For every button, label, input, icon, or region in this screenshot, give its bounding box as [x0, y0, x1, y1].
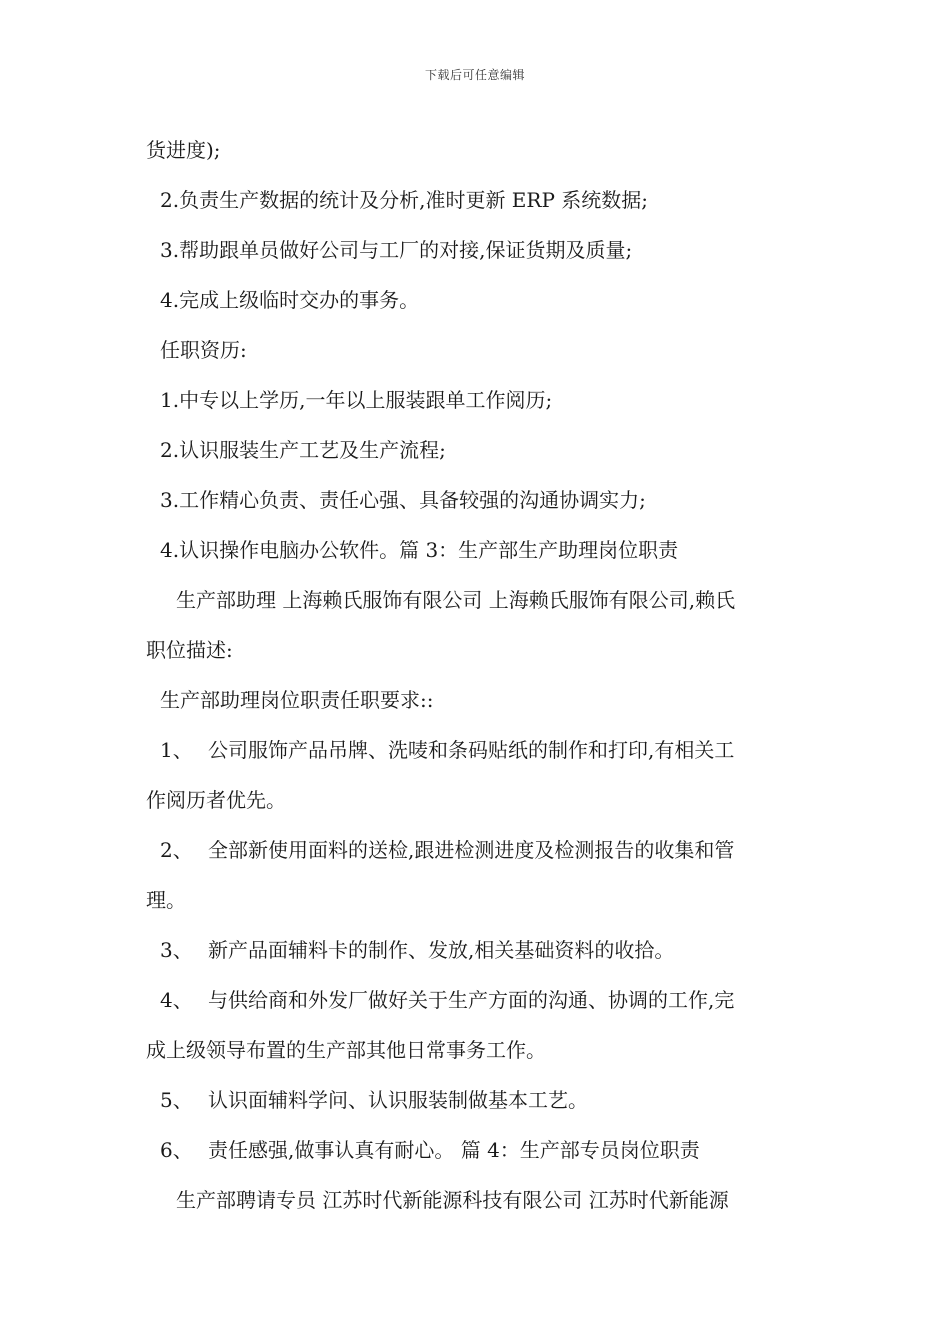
list-text: 与供给商和外发厂做好关于生产方面的沟通、协调的工作,完: [208, 988, 735, 1012]
list-item: [160, 1086, 830, 1114]
section-heading: 生产部助理岗位职责任职要求::: [160, 688, 434, 712]
text-line: 作阅历者优先。: [146, 788, 286, 812]
list-number: 2、: [160, 838, 193, 862]
page-header: 下载后可任意编辑: [424, 68, 525, 82]
list-item: [160, 836, 830, 864]
list-item: [160, 936, 830, 964]
list-text: 新产品面辅料卡的制作、发放,相关基础资料的收拾。: [208, 938, 675, 962]
list-item: [160, 736, 830, 764]
text-line: 2.负责生产数据的统计及分析,准时更新 ERP 系统数据;: [160, 188, 649, 212]
text-line: 3.帮助跟单员做好公司与工厂的对接,保证货期及质量;: [160, 238, 633, 262]
text-line: 职位描述:: [146, 638, 233, 662]
section-heading: 任职资历:: [160, 338, 247, 362]
list-number: 3、: [160, 938, 193, 962]
text-line: 4.完成上级临时交办的事务。: [160, 288, 420, 312]
list-number: 4、: [160, 988, 193, 1012]
text-line: 生产部聘请专员 江苏时代新能源科技有限公司 江苏时代新能源: [176, 1188, 729, 1212]
list-number: 1、: [160, 738, 193, 762]
list-item: [160, 986, 830, 1014]
list-text: 责任感强,做事认真有耐心。 篇 4：生产部专员岗位职责: [208, 1138, 700, 1162]
list-text: 全部新使用面料的送检,跟进检测进度及检测报告的收集和管: [208, 838, 735, 862]
text-line: 3.工作精心负责、责任心强、具备较强的沟通协调实力;: [160, 488, 646, 512]
list-item: [160, 1136, 830, 1164]
text-line: 1.中专以上学历,一年以上服装跟单工作阅历;: [160, 388, 553, 412]
list-number: 6、: [160, 1138, 193, 1162]
text-line: 2.认识服装生产工艺及生产流程;: [160, 438, 446, 462]
text-line: 4.认识操作电脑办公软件。篇 3：生产部生产助理岗位职责: [160, 538, 679, 562]
list-text: 公司服饰产品吊牌、洗唛和条码贴纸的制作和打印,有相关工: [208, 738, 735, 762]
text-line: 货进度);: [146, 138, 221, 162]
text-line: 成上级领导布置的生产部其他日常事务工作。: [146, 1038, 546, 1062]
list-text: 认识面辅料学问、认识服装制做基本工艺。: [208, 1088, 588, 1112]
text-line: 生产部助理 上海赖氏服饰有限公司 上海赖氏服饰有限公司,赖氏: [176, 588, 736, 612]
list-number: 5、: [160, 1088, 193, 1112]
text-line: 理。: [146, 888, 186, 912]
